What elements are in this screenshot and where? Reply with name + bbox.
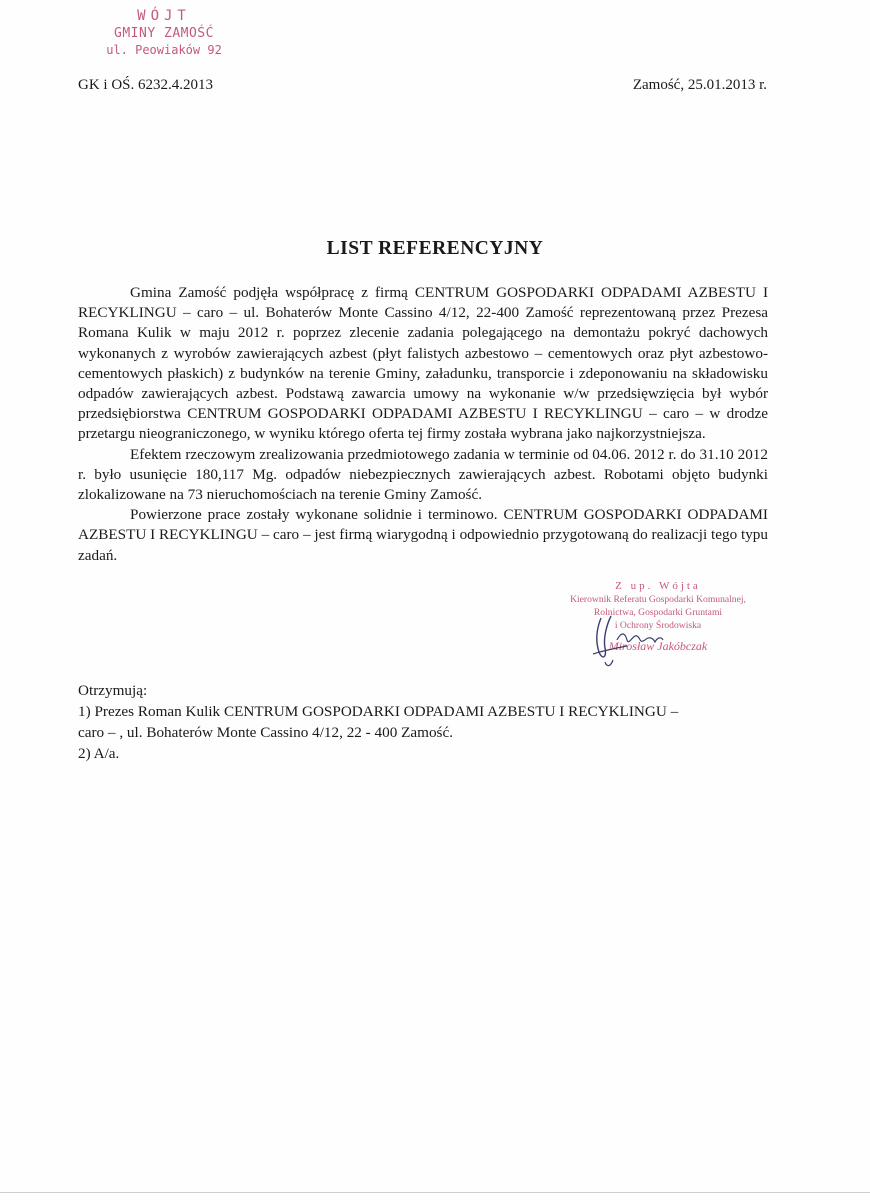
paragraph-1: Gmina Zamość podjęła współpracę z firmą CENTRUM GOSPODARKI ODPADAMI AZBESTU I RECYKLINGU – caro – ul. Bohaterów Monte Cassino 4/12, 22-400 Zamość reprezentowaną przez Prezesa Romana Kulik w maju 2012 r. poprzez zlecenie zadania polegającego na demontażu pokryć dachowych wykonanych z wyrobów zawierających azbest (płyt falistych azbestowo – cementowych oraz płyt azbestowo- cementowych płaskich) z budynków na terenie Gminy, załadunku, transporcie i zdeponowaniu na składowisku odpadów zawierających azbest. Podstawą zawarcia umowy na wykonanie w/w przedsięwzięcia był wybór przedsiębiorstwa CENTRUM GOSPODARKI ODPADAMI AZBESTU I RECYKLINGU – caro – w drodze przetargu nieograniczonego, w wyniku którego oferta tej firmy została wybrana jako najkorzystniejsza. xyxy=(78,284,768,443)
signature-stamp-line-1: Z up. Wójta xyxy=(615,580,701,592)
document-title: LIST REFERENCYJNY xyxy=(326,238,544,259)
recipient-2: 2) A/a. xyxy=(78,745,120,762)
signature-stamp-line-4: i Ochrony Środowiska xyxy=(614,620,702,631)
scan-edge-line xyxy=(0,1192,870,1193)
recipients-list xyxy=(78,680,778,764)
recipient-1-line-2: caro – , ul. Bohaterów Monte Cassino 4/12, 22 - 400 Zamość. xyxy=(78,724,453,741)
stamp-line-commune: GMINY ZAMOŚĆ xyxy=(114,26,214,41)
stamp-line-office: WÓJT xyxy=(137,8,191,24)
letter-body xyxy=(78,283,768,566)
recipient-1-line-1: 1) Prezes Roman Kulik CENTRUM GOSPODARKI ODPADAMI AZBESTU I RECYKLINGU – xyxy=(78,703,679,720)
stamp-line-address: ul. Peowiaków 92 xyxy=(106,43,222,57)
reference-number: GK i OŚ. 6232.4.2013 xyxy=(78,77,214,93)
signature-stamp-line-2: Kierownik Referatu Gospodarki Komunalnej, xyxy=(570,594,746,605)
document-date: Zamość, 25.01.2013 r. xyxy=(632,77,767,93)
signature-stamp-line-3: Rolnictwa, Gospodarki Gruntami xyxy=(593,607,723,618)
paragraph-2: Efektem rzeczowym zrealizowania przedmiotowego zadania w terminie od 04.06. 2012 r. do 31.10 2012 r. było usunięcie 180,117 Mg. odpadów niebezpiecznych zawierających azbest. Robotami objęto budynki zlokalizowane na 73 nieruchomościach na terenie Gminy Zamość. xyxy=(78,445,768,504)
recipients-heading: Otrzymują: xyxy=(78,682,148,699)
office-stamp xyxy=(84,8,244,59)
handwritten-signature xyxy=(583,610,693,670)
signature-stamp-name: Mirosław Jakóbczak xyxy=(608,639,708,653)
paragraph-3: Powierzone prace zostały wykonane solidnie i terminowo. CENTRUM GOSPODARKI ODPADAMI AZBESTU I RECYKLINGU – caro – jest firmą wiarygodną i odpowiednio przygotowaną do realizacji tego typu zadań. xyxy=(78,506,768,564)
